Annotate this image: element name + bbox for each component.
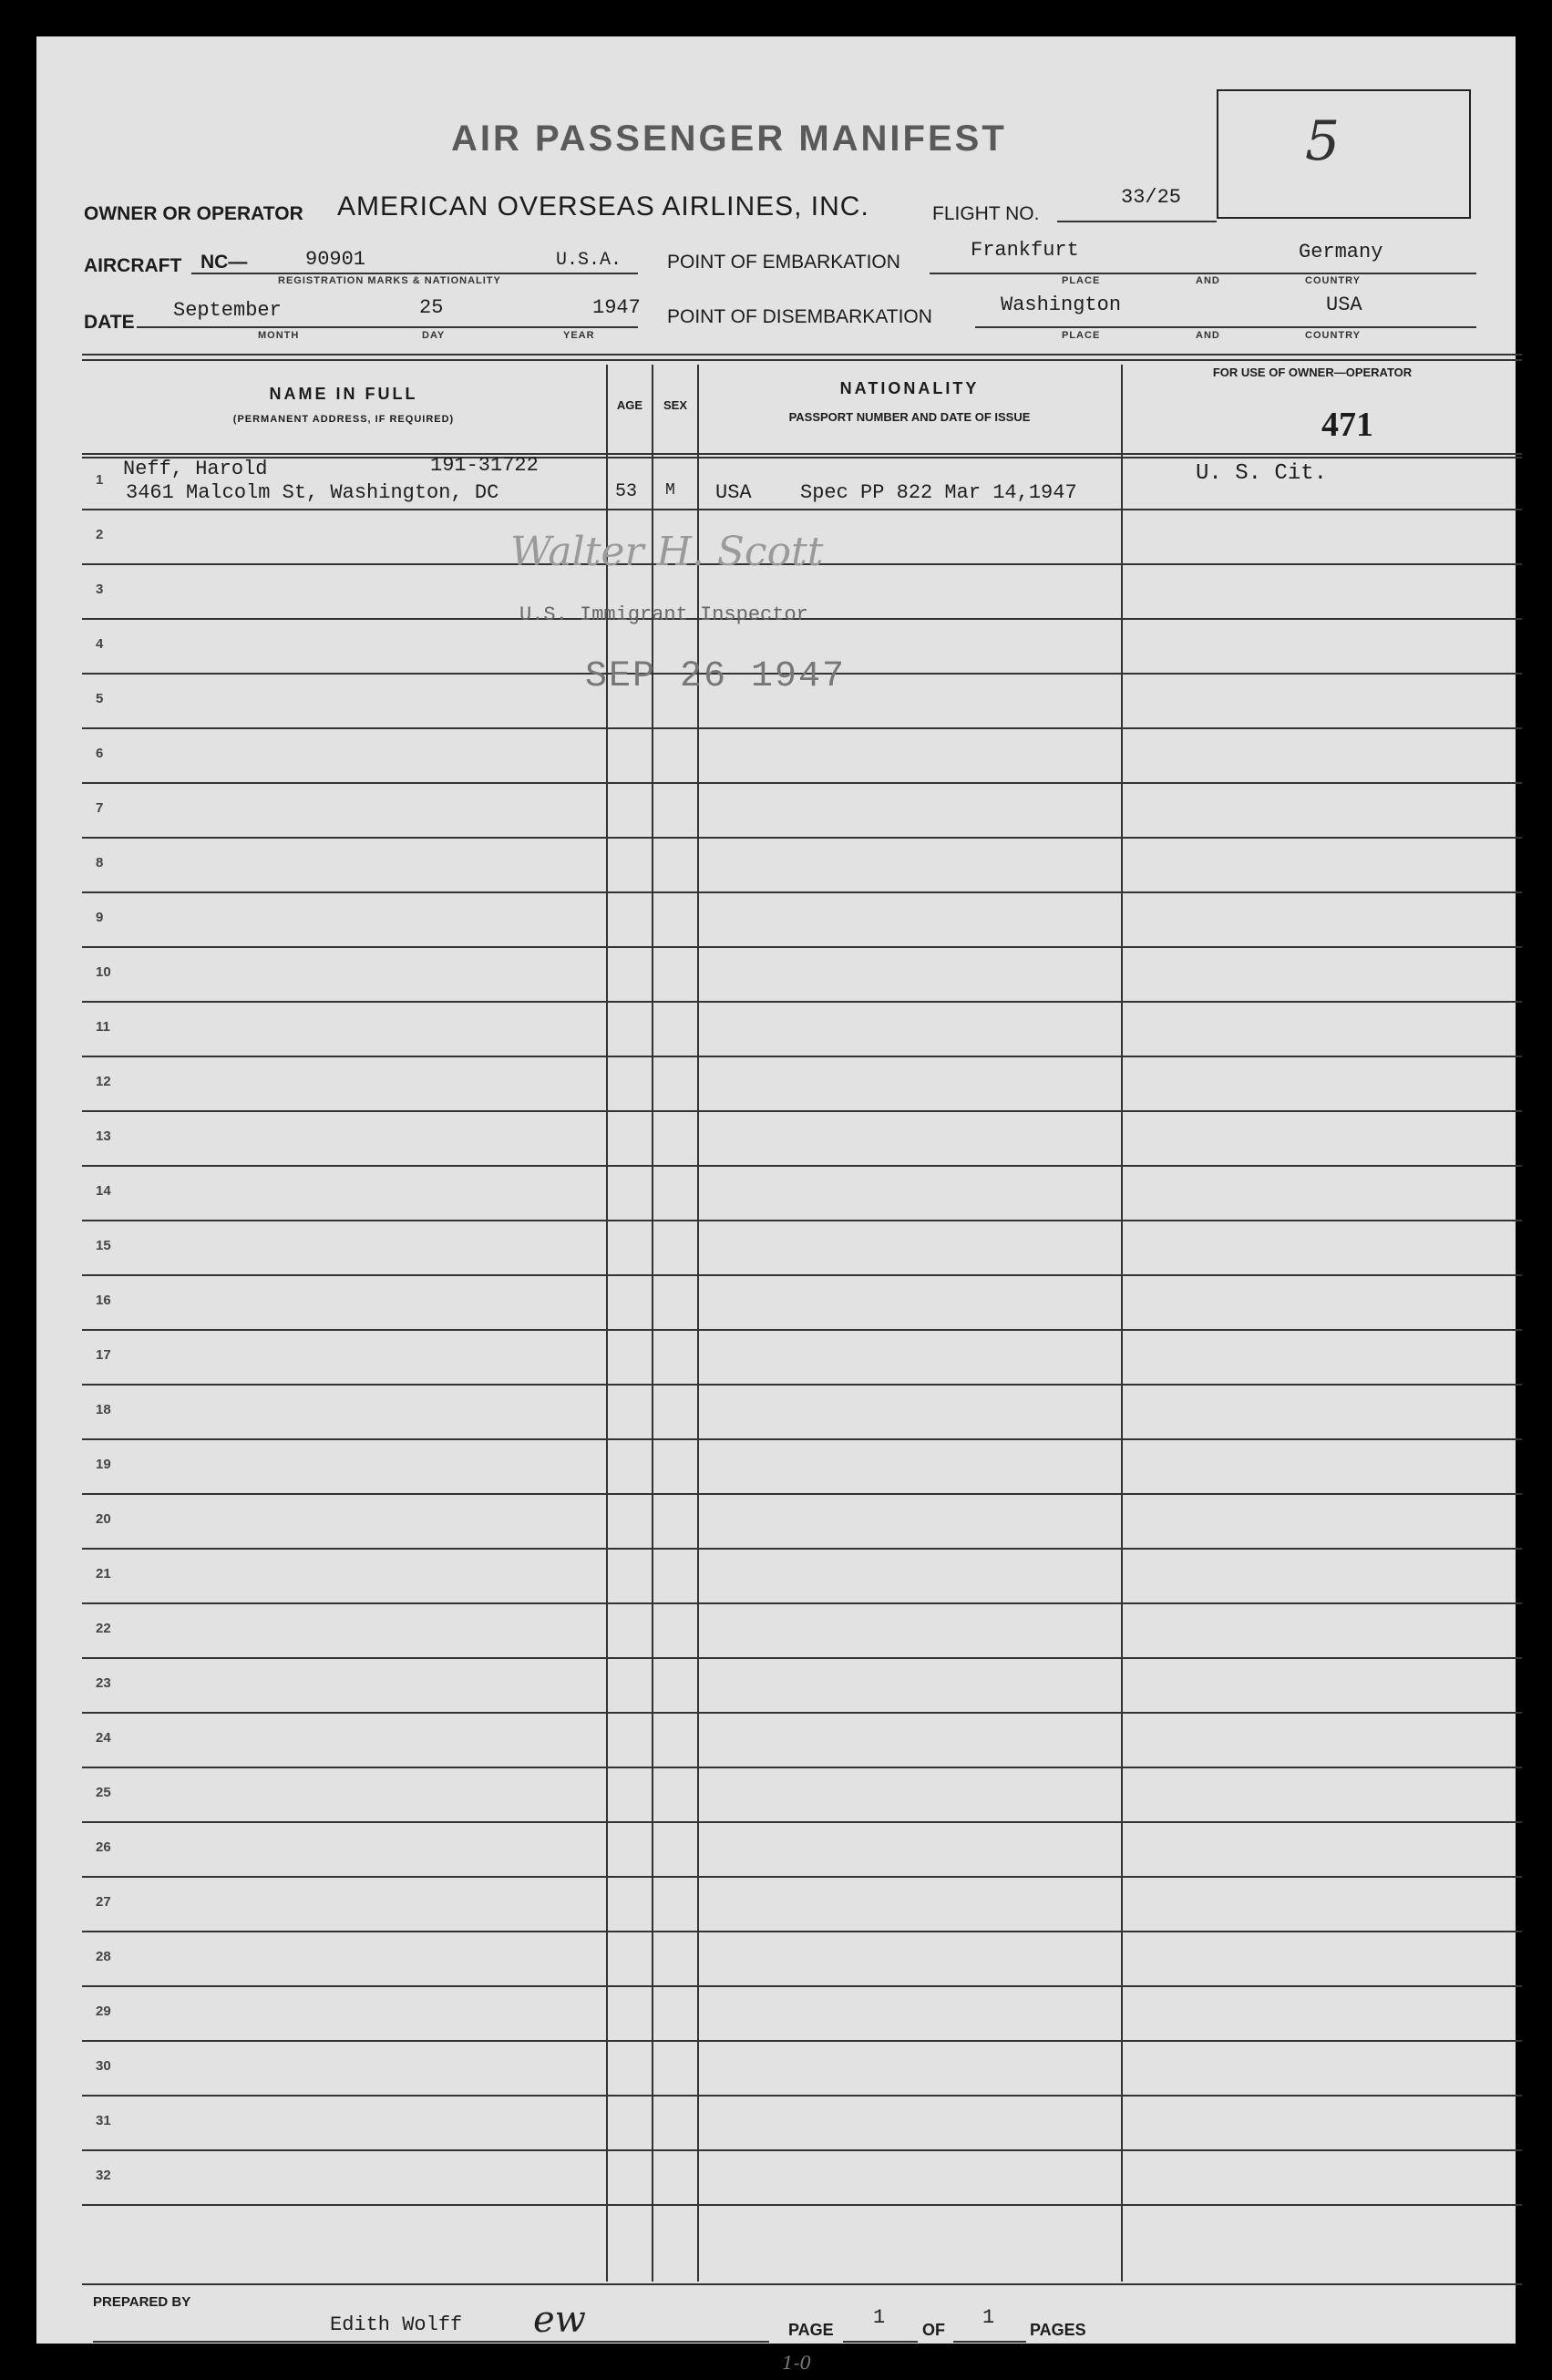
embark-and-sub: AND xyxy=(1196,275,1220,286)
embark-place: Frankfurt xyxy=(971,239,1079,262)
row-number: 9 xyxy=(96,910,104,925)
year-sub: YEAR xyxy=(563,330,595,341)
owner-number: 471 xyxy=(1321,406,1373,444)
embark-country: Germany xyxy=(1299,241,1383,263)
disembark-place-sub: PLACE xyxy=(1062,330,1101,341)
prepared-initials: ew xyxy=(533,2299,586,2341)
row-rule xyxy=(82,1165,1522,1167)
row-number: 17 xyxy=(96,1347,111,1363)
disembark-label: POINT OF DISEMBARKATION xyxy=(667,306,932,327)
disembark-underline xyxy=(975,326,1476,328)
pages-label: PAGES xyxy=(1030,2321,1086,2339)
row-number: 19 xyxy=(96,1457,111,1472)
passenger-file-no: 191-31722 xyxy=(430,454,539,477)
row-rule xyxy=(82,1602,1522,1604)
passenger-name: Neff, Harold xyxy=(123,458,268,480)
row-rule xyxy=(82,727,1522,729)
pages-value: 1 xyxy=(982,2306,995,2329)
col-name-header: NAME IN FULL xyxy=(269,385,418,403)
aircraft-label: AIRCRAFT xyxy=(84,255,182,276)
inspector-title: U.S. Immigrant Inspector xyxy=(519,603,808,626)
date-day: 25 xyxy=(419,296,444,319)
row-rule xyxy=(82,2149,1522,2151)
aircraft-value: 90901 xyxy=(305,248,366,271)
flight-label: FLIGHT NO. xyxy=(932,203,1040,224)
row-rule xyxy=(82,1985,1522,1987)
date-underline xyxy=(137,326,638,328)
page-label: PAGE xyxy=(788,2321,834,2339)
date-label: DATE xyxy=(84,312,135,333)
disembark-and-sub: AND xyxy=(1196,330,1220,341)
registration-sub: REGISTRATION MARKS & NATIONALITY xyxy=(278,275,501,286)
row-rule xyxy=(82,1110,1522,1112)
row-number: 3 xyxy=(96,582,104,597)
prepared-by-underline xyxy=(93,2341,769,2343)
row-number: 20 xyxy=(96,1511,111,1527)
row-number: 23 xyxy=(96,1675,111,1691)
row-number: 29 xyxy=(96,2004,111,2019)
row-rule xyxy=(82,1767,1522,1768)
row-number: 27 xyxy=(96,1894,111,1910)
col-divider-nationality xyxy=(1121,365,1123,2282)
row-rule xyxy=(82,946,1522,948)
col-sex-header: SEX xyxy=(663,398,687,412)
date-year: 1947 xyxy=(592,296,641,319)
disembark-country: USA xyxy=(1326,294,1362,316)
flight-box xyxy=(1217,89,1471,219)
flight-value: 33/25 xyxy=(1121,186,1182,209)
row-number: 11 xyxy=(96,1019,110,1035)
row-number: 2 xyxy=(96,527,104,542)
row-rule xyxy=(82,1821,1522,1823)
prepared-by-label: PREPARED BY xyxy=(93,2294,191,2310)
page-underline xyxy=(843,2341,918,2343)
aircraft-prefix: NC— xyxy=(200,252,248,273)
row-number: 12 xyxy=(96,1074,111,1089)
table-header-rule xyxy=(82,453,1522,455)
table-top-rule xyxy=(82,354,1522,355)
row-rule xyxy=(82,2040,1522,2042)
disembark-place: Washington xyxy=(1001,294,1122,316)
passenger-age: 53 xyxy=(615,481,638,502)
row-rule xyxy=(82,1001,1522,1003)
row-rule xyxy=(82,1548,1522,1550)
row-number: 26 xyxy=(96,1839,111,1855)
col-name-sub: (PERMANENT ADDRESS, IF REQUIRED) xyxy=(232,414,455,425)
row-rule xyxy=(82,1056,1522,1057)
col-owner-header: FOR USE OF OWNER—OPERATOR xyxy=(1212,366,1413,379)
row-number: 18 xyxy=(96,1402,111,1417)
month-sub: MONTH xyxy=(258,330,300,341)
table-header-rule-2 xyxy=(82,457,1522,458)
row-rule xyxy=(82,1274,1522,1276)
day-sub: DAY xyxy=(422,330,446,341)
row-rule xyxy=(82,782,1522,784)
row-number: 8 xyxy=(96,855,104,871)
col-divider-name xyxy=(606,365,608,2282)
row-rule xyxy=(82,891,1522,893)
passenger-address: 3461 Malcolm St, Washington, DC xyxy=(126,481,499,504)
date-month: September xyxy=(173,299,282,322)
row-rule xyxy=(82,1712,1522,1714)
row-number: 21 xyxy=(96,1566,111,1582)
col-nationality-header: NATIONALITY xyxy=(839,379,980,397)
owner-label: OWNER OR OPERATOR xyxy=(84,203,303,224)
row-number: 25 xyxy=(96,1785,111,1800)
footer-top-rule xyxy=(82,2283,1522,2285)
aircraft-country: U.S.A. xyxy=(556,250,622,271)
passenger-nationality: USA xyxy=(715,481,752,504)
inspection-date-stamp: SEP 26 1947 xyxy=(585,656,847,697)
embark-underline xyxy=(930,273,1476,274)
row-rule xyxy=(82,1329,1522,1331)
row-rule xyxy=(82,1876,1522,1878)
owner-value: AMERICAN OVERSEAS AIRLINES, INC. xyxy=(337,191,869,222)
row-number: 14 xyxy=(96,1183,111,1199)
col-divider-sex xyxy=(697,365,699,2282)
inspector-signature: Walter H. Scott xyxy=(510,529,824,575)
row-number: 7 xyxy=(96,800,104,816)
passenger-owner-note: U. S. Cit. xyxy=(1196,461,1328,486)
row-rule xyxy=(82,1438,1522,1440)
row-number: 32 xyxy=(96,2168,111,2183)
manifest-sheet xyxy=(36,36,1516,2374)
of-label: OF xyxy=(922,2321,945,2339)
row-number: 31 xyxy=(96,2113,111,2128)
row-number: 22 xyxy=(96,1621,111,1636)
aircraft-underline xyxy=(191,273,638,274)
passenger-passport: Spec PP 822 Mar 14,1947 xyxy=(800,481,1077,504)
row-number: 10 xyxy=(96,964,111,980)
page-value: 1 xyxy=(873,2306,886,2329)
row-rule xyxy=(82,1384,1522,1386)
col-divider-age xyxy=(652,365,653,2282)
row-number: 28 xyxy=(96,1949,111,1964)
embark-label: POINT OF EMBARKATION xyxy=(667,252,900,273)
form-title: AIR PASSENGER MANIFEST xyxy=(451,118,1007,159)
row-number: 30 xyxy=(96,2058,111,2074)
prepared-by-value: Edith Wolff xyxy=(330,2313,463,2336)
row-number: 5 xyxy=(96,691,104,706)
row-rule xyxy=(82,1493,1522,1495)
col-nationality-sub: PASSPORT NUMBER AND DATE OF ISSUE xyxy=(788,410,1031,424)
passenger-sex: M xyxy=(665,481,675,500)
embark-country-sub: COUNTRY xyxy=(1305,275,1361,286)
row-rule xyxy=(82,509,1522,510)
row-rule xyxy=(82,1657,1522,1659)
row-rule xyxy=(82,2204,1522,2206)
of-underline xyxy=(953,2341,1026,2343)
col-age-header: AGE xyxy=(616,398,643,412)
row-number: 6 xyxy=(96,746,104,761)
table-top-rule-2 xyxy=(82,359,1522,361)
row-rule xyxy=(82,837,1522,839)
disembark-country-sub: COUNTRY xyxy=(1305,330,1361,341)
row-number: 1 xyxy=(96,472,104,488)
row-rule xyxy=(82,2095,1522,2097)
row-number: 15 xyxy=(96,1238,111,1253)
row-rule xyxy=(82,1220,1522,1221)
row-number: 4 xyxy=(96,636,104,652)
flight-underline xyxy=(1057,221,1217,222)
row-rule xyxy=(82,1931,1522,1932)
box-handwritten-mark: 5 xyxy=(1305,109,1341,173)
bottom-mark: 1-0 xyxy=(782,2352,812,2374)
row-number: 16 xyxy=(96,1293,111,1308)
row-number: 24 xyxy=(96,1730,111,1746)
embark-place-sub: PLACE xyxy=(1062,275,1101,286)
row-number: 13 xyxy=(96,1128,111,1144)
